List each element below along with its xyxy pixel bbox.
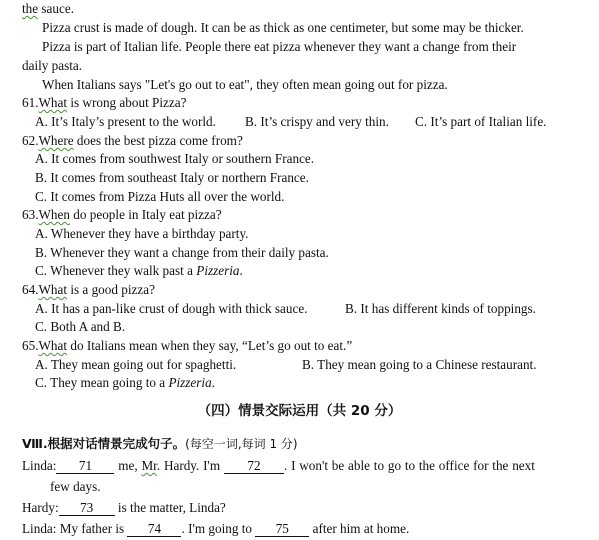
question-number: 62. <box>22 133 39 148</box>
question-text: is wrong about Pizza? <box>67 95 187 110</box>
answer-blank-72[interactable]: 72 <box>224 458 284 474</box>
dialogue-mr: Mr <box>141 458 157 473</box>
question-keyword: Where <box>38 133 74 148</box>
passage-paragraph-life-line2: daily pasta. <box>22 58 83 73</box>
passage-paragraph-crust: Pizza crust is made of dough. It can be as thick as one centimeter, but some may be thicker. <box>42 20 524 35</box>
question-keyword: What <box>38 95 68 110</box>
question-62-option-a: A. It comes from southwest Italy or southern France. <box>35 151 315 166</box>
option-italic-word: Pizzeria <box>196 263 240 278</box>
dialogue-text: is the matter, Linda? <box>117 500 226 515</box>
passage-line-0 <box>22 0 74 18</box>
part-8-heading <box>22 435 298 453</box>
question-64-option-b: B. It has different kinds of toppings. <box>345 301 536 316</box>
speaker-label: Hardy: <box>22 500 59 515</box>
question-65-option-a: A. They mean going out for spaghetti. <box>35 357 237 372</box>
question-number: 64. <box>22 282 39 297</box>
dialogue-hardy: . Hardy. <box>156 458 200 473</box>
question-64-stem <box>22 281 155 299</box>
question-number: 65. <box>22 338 39 353</box>
question-62-option-b: B. It comes from southeast Italy or northern France. <box>35 170 309 185</box>
option-italic-word: Pizzeria <box>168 375 212 390</box>
passage-the: the <box>22 1 39 16</box>
question-keyword: When <box>38 207 70 222</box>
question-text: do people in Italy eat pizza? <box>69 207 222 222</box>
question-keyword: What <box>38 338 68 353</box>
dialogue-line-linda-2 <box>22 520 409 538</box>
question-63-option-c <box>35 262 243 280</box>
option-period: . <box>239 263 243 278</box>
answer-blank-71[interactable]: 71 <box>56 458 114 474</box>
option-period: . <box>211 375 215 390</box>
question-text: is a good pizza? <box>67 282 155 297</box>
question-61-stem <box>22 94 186 112</box>
speaker-label: Linda: My father is <box>22 521 125 536</box>
question-63-option-b: B. Whenever they want a change from their daily pasta. <box>35 245 329 260</box>
question-61-option-b: B. It’s crispy and very thin. <box>245 114 389 129</box>
question-text: do Italians mean when they say, “Let’s go out to eat.” <box>67 338 353 353</box>
dialogue-text: after him at home. <box>312 521 410 536</box>
question-number: 63. <box>22 207 39 222</box>
question-62-stem <box>22 132 243 150</box>
question-65-stem <box>22 337 352 355</box>
speaker-label: Linda: <box>22 458 57 473</box>
question-65-option-c <box>35 374 215 392</box>
section-title: （四）情景交际运用（共 20 分） <box>197 403 402 419</box>
dialogue-text: me, <box>114 458 138 473</box>
question-65-option-b: B. They mean going to a Chinese restaurant. <box>302 357 537 372</box>
question-61-option-c: C. It’s part of Italian life. <box>415 114 547 129</box>
question-61-option-a: A. It’s Italy’s present to the world. <box>35 114 216 129</box>
part-8-heading-scoring: (每空一词,每词 1 分) <box>185 437 298 451</box>
question-number: 61. <box>22 95 39 110</box>
question-62-option-c: C. It comes from Pizza Huts all over the world. <box>35 189 285 204</box>
passage-sauce: sauce. <box>38 1 75 16</box>
question-63-stem <box>22 206 222 224</box>
question-text: does the best pizza come from? <box>73 133 243 148</box>
question-keyword: What <box>38 282 68 297</box>
dialogue-text: . I won't be able to go to the office for the next <box>283 458 535 473</box>
part-8-heading-bold: Ⅷ.根据对话情景完成句子。 <box>22 436 186 451</box>
answer-blank-75[interactable]: 75 <box>255 521 309 537</box>
passage-paragraph-life-line1: Pizza is part of Italian life. People there eat pizza whenever they want a change from their <box>42 39 517 54</box>
option-text: C. Whenever they walk past a <box>35 263 197 278</box>
passage-paragraph-eat-out: When Italians says "Let's go out to eat", they often mean going out for pizza. <box>42 77 448 92</box>
dialogue-text: . I'm going to <box>181 521 252 536</box>
option-text: C. They mean going to a <box>35 375 169 390</box>
question-64-option-c: C. Both A and B. <box>35 319 126 334</box>
answer-blank-74[interactable]: 74 <box>127 521 181 537</box>
dialogue-line-linda-1 <box>22 457 535 475</box>
answer-blank-73[interactable]: 73 <box>59 500 115 516</box>
dialogue-line-hardy <box>22 499 226 517</box>
dialogue-im: I'm <box>199 458 221 473</box>
question-63-option-a: A. Whenever they have a birthday party. <box>35 226 249 241</box>
question-64-option-a: A. It has a pan-like crust of dough with thick sauce. <box>35 301 308 316</box>
dialogue-line-linda-1-cont: few days. <box>50 479 101 494</box>
